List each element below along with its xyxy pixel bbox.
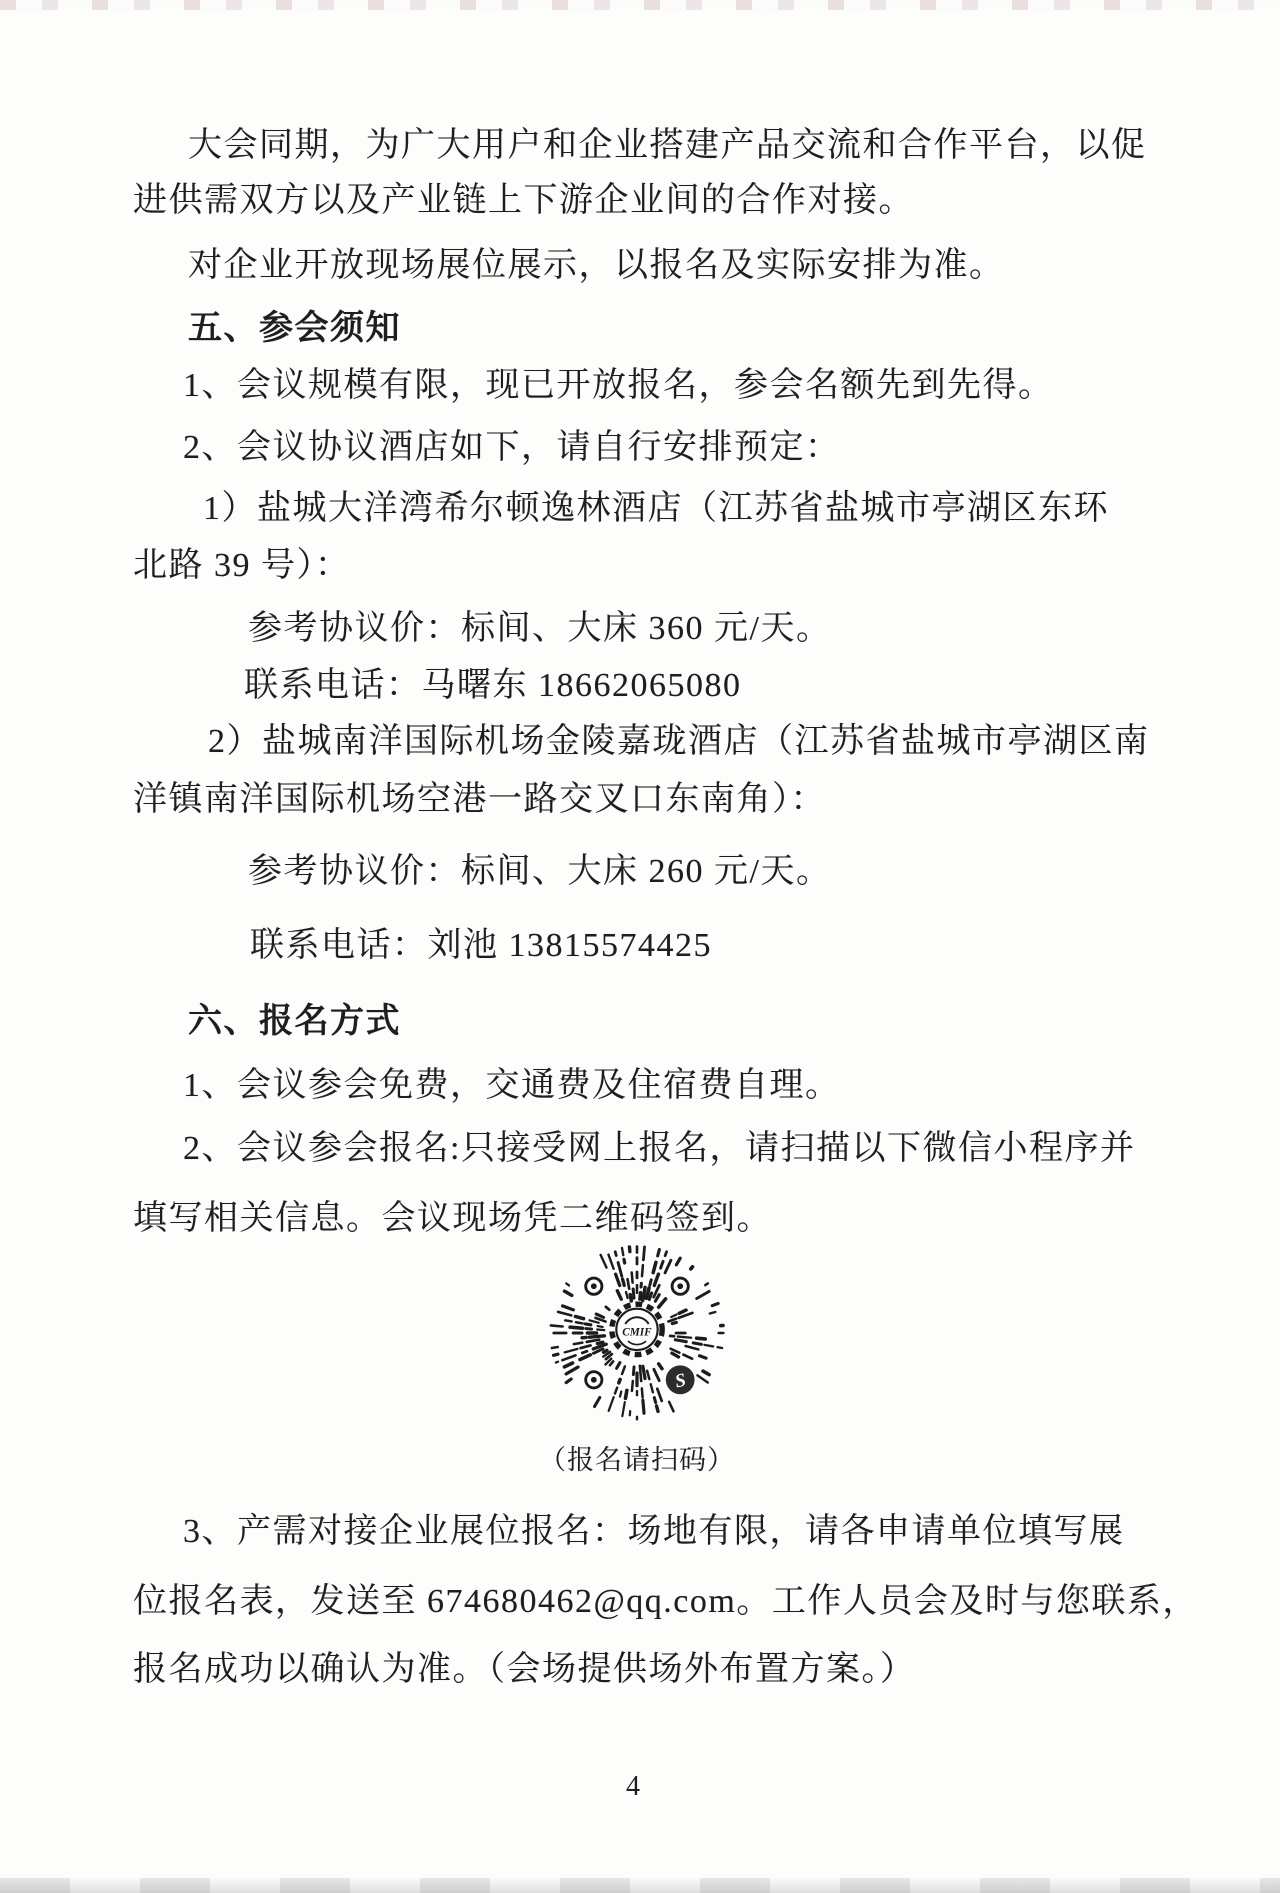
wechat-s-logo-icon [666, 1365, 695, 1394]
hotel-item-1-continuation: 北路 39 号）： [133, 547, 351, 584]
paragraph-line: 进供需双方以及产业链上下游企业间的合作对接。 [133, 182, 914, 219]
hotel-2-contact-line: 联系电话：刘池 13815574425 [250, 927, 712, 964]
list-item-continuation: 位报名表，发送至 674680462@qq.com。工作人员会及时与您联系， [133, 1583, 1198, 1620]
scan-artifact-top-band [0, 0, 1280, 10]
section-heading-6: 六、报名方式 [188, 1003, 401, 1040]
hotel-item-2-continuation: 洋镇南洋国际机场空港一路交叉口东南角）： [133, 781, 826, 818]
svg-text:S: S [673, 1369, 688, 1393]
hotel-item-2: 2）盐城南洋国际机场金陵嘉珑酒店（江苏省盐城市亭湖区南 [208, 723, 1150, 760]
qr-eye-top-left [586, 1278, 602, 1294]
wechat-miniprogram-qr-code-icon [547, 1243, 727, 1423]
qr-caption: （报名请扫码） [539, 1445, 735, 1475]
qr-code-block [547, 1243, 727, 1423]
qr-eye-top-right [672, 1278, 688, 1294]
list-item: 2、会议协议酒店如下，请自行安排预定： [183, 429, 841, 466]
scan-artifact-bottom-band [0, 1878, 1280, 1893]
hotel-1-price-line: 参考协议价：标间、大床 360 元/天。 [248, 610, 832, 647]
hotel-2-price-line: 参考协议价：标间、大床 260 元/天。 [248, 853, 832, 890]
cmif-gear-logo-icon [612, 1304, 662, 1354]
section-heading-5: 五、参会须知 [188, 310, 401, 347]
list-item: 3、产需对接企业展位报名：场地有限，请各申请单位填写展 [183, 1513, 1125, 1550]
svg-text:CMIF: CMIF [622, 1326, 652, 1339]
list-item: 1、会议规模有限，现已开放报名，参会名额先到先得。 [183, 367, 1054, 404]
list-item-continuation: 报名成功以确认为准。（会场提供场外布置方案。） [133, 1651, 916, 1688]
page-number: 4 [626, 1771, 640, 1802]
list-item: 2、会议参会报名:只接受网上报名，请扫描以下微信小程序并 [183, 1130, 1136, 1167]
list-item: 1、会议参会免费，交通费及住宿费自理。 [183, 1067, 841, 1104]
hotel-item-1: 1）盐城大洋湾希尔顿逸林酒店（江苏省盐城市亭湖区东环 [203, 490, 1109, 527]
hotel-1-contact-line: 联系电话：马曙东 18662065080 [244, 667, 742, 704]
paragraph-line: 对企业开放现场展位展示，以报名及实际安排为准。 [188, 247, 1005, 284]
list-item-continuation: 填写相关信息。会议现场凭二维码签到。 [133, 1200, 772, 1237]
qr-eye-bottom-left [586, 1372, 602, 1388]
paragraph-line: 大会同期，为广大用户和企业搭建产品交流和合作平台，以促 [188, 127, 1147, 164]
